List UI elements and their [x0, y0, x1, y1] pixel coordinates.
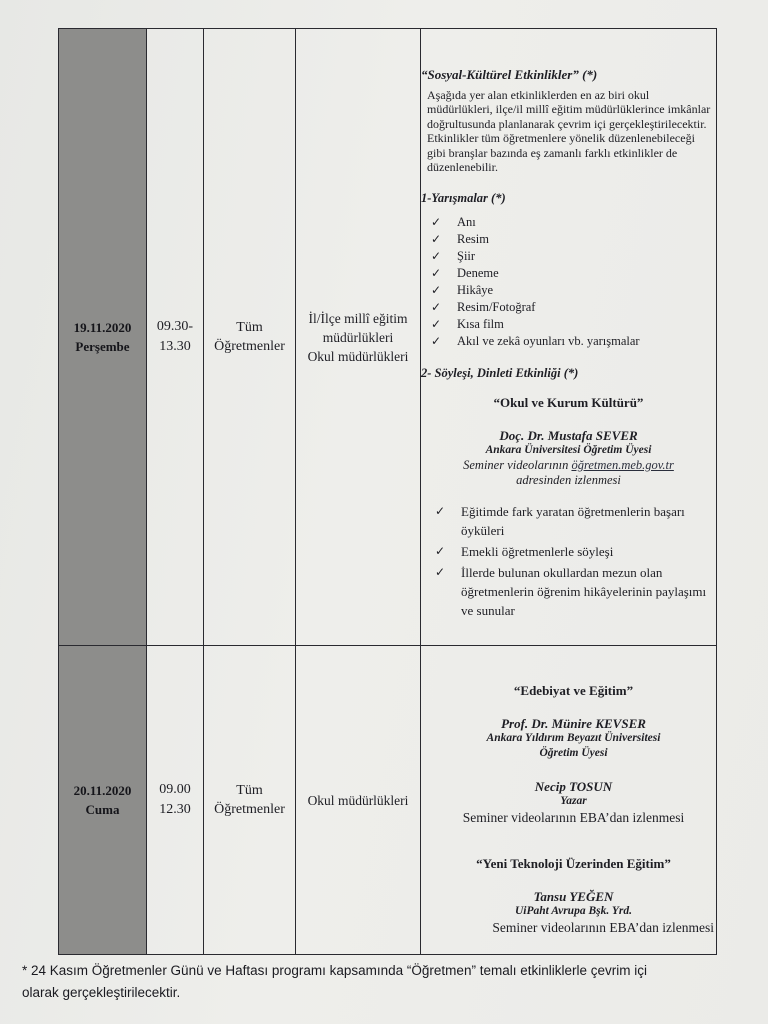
talk-title: “Edebiyat ve Eğitim” [513, 682, 634, 698]
talk-title: “Okul ve Kurum Kültürü” [493, 394, 644, 410]
speaker-note: Seminer videolarının EBA’dan izlenmesi [462, 809, 685, 825]
audience-line-1: Tüm [236, 320, 263, 335]
list-item-text: Akıl ve zekâ oyunları vb. yarışmalar [457, 333, 640, 348]
list-item [431, 333, 716, 350]
audience-cell [204, 646, 296, 955]
list-item-text: Resim [457, 231, 489, 246]
organizer-cell [296, 29, 421, 646]
list-item-text: Eğitimde fark yaratan öğretmenlerin başarı öyküleri [461, 503, 685, 538]
talk-title: “Yeni Teknoloji Üzerinden Eğitim” [476, 855, 671, 871]
list-item-text: Anı [457, 214, 476, 229]
speaker-name: Tansu YEĞEN [533, 888, 614, 904]
organizer-line-1: Okul müdürlükleri [307, 792, 409, 808]
list-item-text: Deneme [457, 265, 499, 280]
date-cell [59, 29, 147, 646]
schedule-row-1 [59, 29, 717, 646]
check-icon: ✓ [435, 564, 446, 579]
schedule-table [58, 28, 717, 955]
speaker-note-text: Seminer videolarının [463, 457, 569, 472]
audience-line-2: Öğretmenler [214, 339, 285, 354]
speaker-name: Doç. Dr. Mustafa SEVER [499, 427, 638, 443]
check-icon: ✓ [431, 231, 442, 246]
activities-cell [421, 29, 717, 646]
talk-items-list [435, 502, 716, 620]
meb-link[interactable]: öğretmen.meb.gov.tr [571, 457, 674, 472]
time-end: 13.30 [159, 339, 191, 354]
list-item [431, 282, 716, 299]
check-icon: ✓ [435, 503, 446, 518]
list-item [431, 316, 716, 333]
time-start: 09.00 [159, 782, 191, 797]
list-item-text: Kısa film [457, 316, 504, 331]
audience-cell [204, 29, 296, 646]
footnote [22, 960, 742, 1004]
footnote-line-2: olarak gerçekleştirilecektir. [22, 985, 181, 1000]
date-text: 20.11.2020 [73, 783, 132, 798]
list-item [435, 542, 716, 561]
list-item [431, 248, 716, 265]
check-icon: ✓ [431, 214, 442, 229]
check-icon: ✓ [435, 543, 446, 558]
speaker-role: Ankara Üniversitesi Öğretim Üyesi [485, 443, 652, 456]
speaker-note: Seminer videolarının EBA’dan izlenmesi [492, 919, 714, 935]
time-cell [147, 646, 204, 955]
date-text: 19.11.2020 [73, 320, 132, 335]
speaker-role: UiPaht Avrupa Bşk. Yrd. [514, 904, 633, 917]
speaker-role: Yazar [560, 794, 587, 807]
competitions-heading: 1-Yarışmalar (*) [421, 190, 506, 205]
time-start: 09.30- [156, 319, 194, 334]
day-text: Cuma [85, 802, 120, 817]
list-item-text: Resim/Fotoğraf [457, 299, 536, 314]
check-icon: ✓ [431, 299, 442, 314]
list-item-text: Şiir [457, 248, 476, 263]
speaker-name: Necip TOSUN [534, 778, 613, 794]
list-item [431, 265, 716, 282]
list-item-text: Hikâye [457, 282, 494, 297]
activities-intro: Aşağıda yer alan etkinliklerden en az biri okul müdürlükleri, ilçe/il millî eğitim müdürlüklerince imkânlar doğrultusunda planlanarak çevrim içi gerçekleştirilecektir. Etkinlikler tüm öğretmenlere yönelik düzenlenebileceği gibi branşlar bazında eş zamanlı farklı etkinlikler de düzenlenebilir. [427, 87, 711, 174]
time-cell [147, 29, 204, 646]
talks-heading: 2- Söyleşi, Dinleti Etkinliği (*) [421, 365, 579, 380]
organizer-cell [296, 646, 421, 955]
audience-line-2: Öğretmenler [214, 802, 285, 817]
check-icon: ✓ [431, 282, 442, 297]
speaker-note [421, 458, 716, 473]
footnote-line-1: * 24 Kasım Öğretmenler Günü ve Haftası programı kapsamında “Öğretmen” temalı etkinliklerle çevrim içi [22, 963, 647, 978]
audience-line-1: Tüm [236, 783, 263, 798]
schedule-row-2 [59, 646, 717, 955]
check-icon: ✓ [431, 333, 442, 348]
check-icon: ✓ [431, 265, 442, 280]
speaker-role: Ankara Yıldırım Beyazıt Üniversitesi [486, 731, 661, 744]
list-item [435, 563, 716, 620]
activities-cell [421, 646, 717, 955]
speaker-name: Prof. Dr. Münire KEVSER [501, 715, 646, 731]
list-item [431, 231, 716, 248]
speaker-note-end: adresinden izlenmesi [516, 472, 621, 487]
organizer-line-1: İl/İlçe millî eğitim [308, 310, 408, 326]
check-icon: ✓ [431, 316, 442, 331]
speaker-role: Öğretim Üyesi [539, 746, 608, 759]
date-cell [59, 646, 147, 955]
organizer-line-3: Okul müdürlükleri [307, 348, 409, 364]
list-item [435, 502, 716, 540]
list-item-text: İllerde bulunan okullardan mezun olan öğretmenlerin öğrenim hikâyelerinin paylaşımı ve sunular [461, 564, 707, 618]
list-item [431, 299, 716, 316]
day-text: Perşembe [75, 339, 130, 354]
competitions-list [431, 214, 716, 350]
organizer-line-2: müdürlükleri [322, 329, 394, 345]
list-item-text: Emekli öğretmenlerle söyleşi [461, 543, 614, 559]
activities-heading: “Sosyal-Kültürel Etkinlikler” (*) [421, 66, 598, 82]
check-icon: ✓ [431, 248, 442, 263]
list-item [431, 214, 716, 231]
time-end: 12.30 [159, 802, 191, 817]
